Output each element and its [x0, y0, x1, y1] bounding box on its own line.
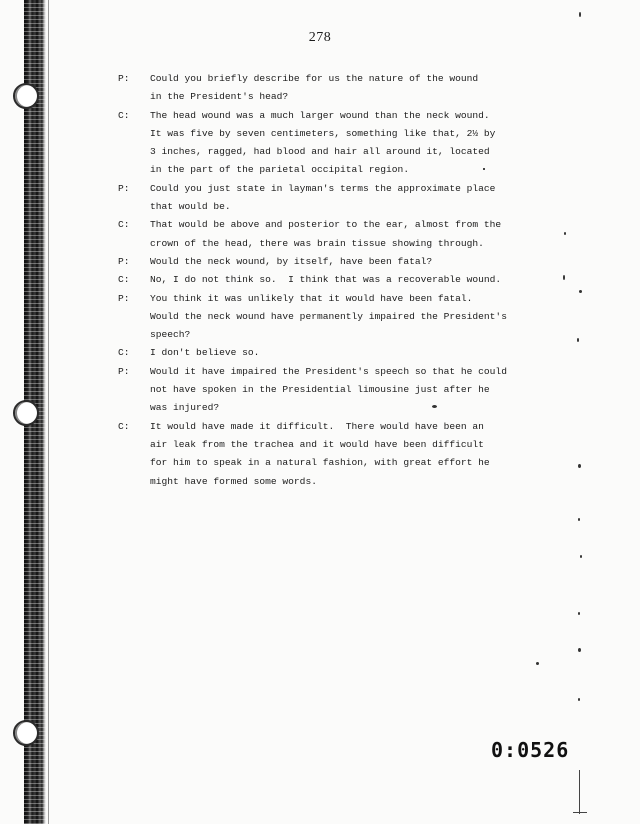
transcript-line: [118, 381, 518, 399]
transcript-line: [118, 363, 518, 381]
transcript-line: [118, 143, 518, 161]
speaker-label: P:: [118, 255, 130, 267]
line-text: It would have made it difficult. There would have been an: [150, 420, 484, 432]
line-text: No, I do not think so. I think that was a recoverable wound.: [150, 274, 502, 286]
line-text: Would the neck wound, by itself, have been fatal?: [150, 255, 433, 267]
scan-speck: [578, 698, 580, 701]
transcript-line: [118, 290, 518, 308]
line-text: that would be.: [150, 201, 231, 213]
transcript-line: [118, 253, 518, 271]
transcript-line: [118, 70, 518, 88]
transcript-line: [118, 399, 518, 417]
line-text: not have spoken in the Presidential limousine just after he: [150, 384, 490, 396]
speaker-label: C:: [118, 219, 130, 231]
scan-mark: [579, 770, 580, 814]
line-text: for him to speak in a natural fashion, with great effort he: [150, 457, 490, 469]
transcript-line: [118, 161, 518, 179]
scan-speck: [578, 612, 580, 615]
scan-mark: [483, 168, 485, 170]
transcript-line: [118, 344, 518, 362]
transcript-body: [118, 70, 518, 491]
line-text: It was five by seven centimeters, something like that, 2½ by: [150, 127, 496, 139]
speaker-label: P:: [118, 292, 130, 304]
scan-mark: [573, 812, 587, 813]
scan-speck: [564, 232, 566, 235]
binder-ring-icon: [13, 720, 39, 746]
line-text: might have formed some words.: [150, 475, 317, 487]
scan-speck: [578, 464, 581, 468]
document-control-number: 0:0526: [491, 738, 570, 762]
line-text: I don't believe so.: [150, 347, 260, 359]
line-text: That would be above and posterior to the ear, almost from the: [150, 219, 502, 231]
scan-speck: [432, 405, 437, 408]
transcript-line: [118, 107, 518, 125]
transcript-line: [118, 418, 518, 436]
transcript-line: [118, 271, 518, 289]
transcript-line: [118, 454, 518, 472]
speaker-label: C:: [118, 109, 130, 121]
transcript-line: [118, 235, 518, 253]
transcript-line: [118, 216, 518, 234]
line-text: Could you briefly describe for us the nature of the wound: [150, 73, 479, 84]
transcript-line: [118, 198, 518, 216]
transcript-line: [118, 326, 518, 344]
scan-speck: [563, 275, 565, 280]
speaker-label: C:: [118, 420, 130, 432]
speaker-label: C:: [118, 274, 130, 286]
line-text: in the President's head?: [150, 91, 289, 103]
scan-speck: [577, 338, 579, 342]
binder-ring-icon: [13, 83, 39, 109]
transcript-line: [118, 473, 518, 491]
scan-speck: [536, 662, 539, 665]
speaker-label: P:: [118, 365, 130, 377]
scan-speck: [578, 518, 580, 521]
scan-speck: [578, 648, 581, 652]
transcript-line: [118, 125, 518, 143]
line-text: was injured?: [150, 402, 220, 414]
line-text: air leak from the trachea and it would have been difficult: [150, 438, 484, 450]
transcript-line: [118, 180, 518, 198]
line-text: Would it have impaired the President's speech so that he could: [150, 365, 507, 377]
line-text: Could you just state in layman's terms the approximate place: [150, 182, 496, 194]
binder-line: [48, 0, 49, 824]
scan-speck: [579, 12, 581, 17]
line-text: crown of the head, there was brain tissue showing through.: [150, 237, 484, 249]
page-number: 278: [308, 30, 332, 45]
speaker-label: C:: [118, 347, 130, 359]
scan-speck: [579, 290, 582, 293]
transcript-line: [118, 436, 518, 454]
line-text: Would the neck wound have permanently impaired the President's: [150, 310, 507, 322]
line-text: speech?: [150, 329, 191, 341]
binder-ring-icon: [13, 400, 39, 426]
scan-speck: [580, 555, 582, 558]
transcript-line: [118, 88, 518, 106]
speaker-label: P:: [118, 182, 130, 194]
line-text: in the part of the parietal occipital region.: [150, 164, 410, 176]
transcript-line: [118, 308, 518, 326]
line-text: The head wound was a much larger wound than the neck wound.: [150, 109, 490, 121]
line-text: You think it was unlikely that it would have been fatal.: [150, 292, 473, 304]
line-text: 3 inches, ragged, had blood and hair all around it, located: [150, 146, 490, 158]
speaker-label: P:: [118, 73, 130, 84]
